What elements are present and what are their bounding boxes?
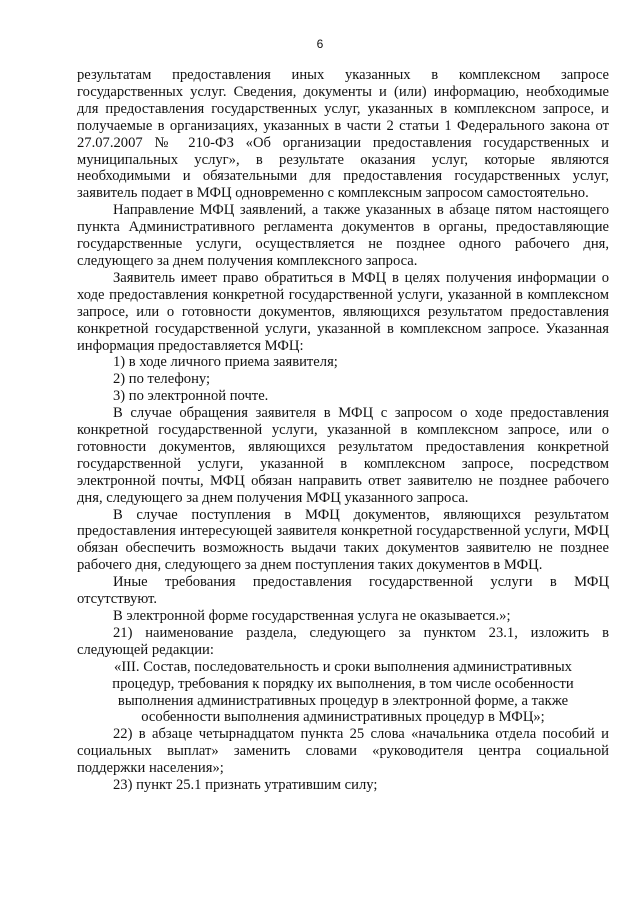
page-number: 6 — [316, 37, 324, 51]
list-item-email: 3) по электронной почте. — [113, 388, 269, 405]
list-item-phone: 2) по телефону; — [113, 371, 211, 388]
paragraph-item-22: 22) в абзаце четырнадцатом пункта 25 слова «начальника отдела пособий и социальных выплат» заменить словами «руководителя центра социальной поддержки населения»; — [77, 726, 609, 777]
paragraph-mfc-submission: Направление МФЦ заявлений, а также указанных в абзаце пятом настоящего пункта Административного регламента документов в органы, предоставляющие государственные услуги, осуществляется не позднее одного рабочего дня, следующего за днем получения комплексного запроса. — [77, 202, 609, 269]
paragraph-documents-received: В случае поступления в МФЦ документов, являющихся результатом предоставления интересующей заявителя конкретной государственной услуги, МФЦ обязан обеспечить возможность выдачи таких документов заявителю не позднее рабочего дня, следующего за днем поступления таких документов в МФЦ. — [77, 506, 609, 574]
paragraph-electronic-form: В электронной форме государственная услуга не оказывается.»; — [113, 608, 511, 624]
paragraph-continuation: результатам предоставления иных указанных в комплексном запросе государственных услуг. Сведения, документы и (или) информацию, необходимые для предоставления государственных услуг, указанных в комплексном запросе, и получаемые в организациях, указанных в части 2 статьи 1 Федерального закона от 27.07.2007 № 210-ФЗ «Об организации предоставления государственных и муниципальных услуг», в результате оказания услуг, которые являются необходимыми и обязательными для предоставления государственных услуг, заявитель подает в МФЦ одновременно с комплексным запросом самостоятельно. — [77, 67, 609, 202]
paragraph-applicant-right: Заявитель имеет право обратиться в МФЦ в целях получения информации о ходе предоставления конкретной государственной услуги, указанной в комплексном запросе, или о готовности документов, являющихся результатом предоставления конкретной государственной услуги, указанной в комплексном запросе. Указанная информация предоставляется МФЦ: — [77, 269, 609, 354]
paragraph-other-requirements: Иные требования предоставления государственной услуги в МФЦ отсутствуют. — [77, 574, 609, 608]
paragraph-item-23: 23) пункт 25.1 признать утратившим силу; — [113, 777, 378, 794]
document-body — [77, 67, 609, 794]
list-item-personal: 1) в ходе личного приема заявителя; — [113, 354, 338, 371]
paragraph-email-request: В случае обращения заявителя в МФЦ с запросом о ходе предоставления конкретной государственной услуги, указанной в комплексном запросе, или о готовности документов, являющихся результатом предоставления конкретной государственной услуги, указанной в комплексном запросе, посредством электронной почты, МФЦ обязан направить ответ заявителю не позднее рабочего дня, следующего за днем получения МФЦ указанного запроса. — [77, 405, 609, 506]
paragraph-item-21: 21) наименование раздела, следующего за пунктом 23.1, изложить в следующей редакции: — [77, 624, 609, 658]
section-heading-iii: «III. Состав, последовательность и сроки выполнения административных процедур, требования к порядку их выполнения, в том числе особенности выполнения административных процедур в электронной форме, а также особенности выполнения административных процедур в МФЦ»; — [112, 658, 574, 726]
